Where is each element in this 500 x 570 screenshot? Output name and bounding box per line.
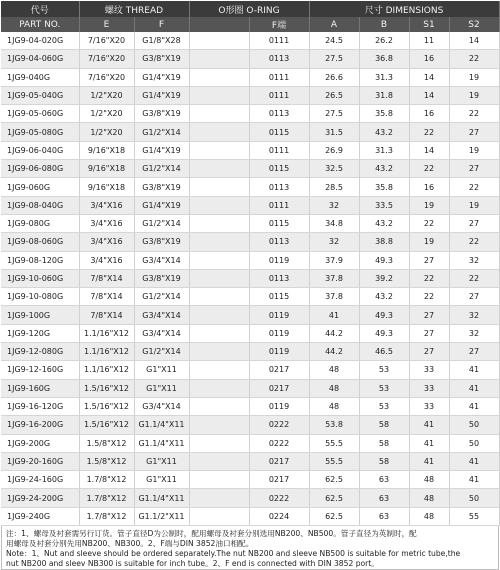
dim-s2-cell: 22 <box>449 269 499 287</box>
dim-s1-cell: 16 <box>409 178 449 196</box>
thread-e-cell: 3/4"X16 <box>79 251 134 269</box>
part-no-cell: 1JG9-240G <box>1 507 79 525</box>
oring-header: O形圈 O-RING <box>189 1 309 17</box>
table-row <box>1 233 499 251</box>
oring-blank-cell <box>189 288 249 306</box>
part-no-cell: 1JG9-04-060G <box>1 50 79 68</box>
thread-f-cell: G1"X11 <box>134 379 189 397</box>
dim-a-cell: 41 <box>309 306 359 324</box>
dim-a-cell: 26.6 <box>309 68 359 86</box>
dim-s2-cell: 27 <box>449 160 499 178</box>
part-no-cn-header: 代号 <box>1 1 79 17</box>
oring-f-end-cell: 0217 <box>249 452 309 470</box>
part-no-cell: 1JG9-04-020G <box>1 32 79 50</box>
dim-s2-cell: 32 <box>449 251 499 269</box>
part-no-cell: 1JG9-20-160G <box>1 452 79 470</box>
table-row <box>1 251 499 269</box>
part-no-cell: 1JG9-16-200G <box>1 416 79 434</box>
thread-f-cell: G1/4"X19 <box>134 86 189 104</box>
thread-f-cell: G3/4"X14 <box>134 251 189 269</box>
dim-b-cell: 58 <box>359 452 409 470</box>
dim-s2-cell: 41 <box>449 361 499 379</box>
table-row <box>1 68 499 86</box>
dim-b-cell: 31.8 <box>359 86 409 104</box>
part-no-cell: 1JG9-080G <box>1 214 79 232</box>
dim-b-cell: 49.3 <box>359 324 409 342</box>
oring-f-end-cell: 0115 <box>249 123 309 141</box>
note-line: 用螺母及衬套分别先用NB200、NB300。2、F端与DIN 3852油口相配。 <box>6 539 254 549</box>
oring-f-end-cell: 0111 <box>249 86 309 104</box>
dim-a-cell: 62.5 <box>309 507 359 525</box>
dim-a-cell: 26.5 <box>309 86 359 104</box>
dim-s1-cell: 41 <box>409 434 449 452</box>
thread-f-cell: G1.1/4"X11 <box>134 489 189 507</box>
dim-b-cell: 43.2 <box>359 160 409 178</box>
part-no-cell: 1JG9-200G <box>1 434 79 452</box>
table-row <box>1 32 499 50</box>
dim-s2-cell: 27 <box>449 343 499 361</box>
dim-b-cell: 43.2 <box>359 123 409 141</box>
dim-a-cell: 32.5 <box>309 160 359 178</box>
part-no-cell: 1JG9-12-080G <box>1 343 79 361</box>
dim-b-cell: 49.3 <box>359 251 409 269</box>
oring-blank-cell <box>189 178 249 196</box>
thread-f-cell: G1"X11 <box>134 471 189 489</box>
oring-f-end-cell: 0113 <box>249 233 309 251</box>
oring-f-end-cell: 0222 <box>249 489 309 507</box>
thread-f-cell: G1/4"X19 <box>134 196 189 214</box>
part-no-cell: 1JG9-10-080G <box>1 288 79 306</box>
dim-b-cell: 53 <box>359 397 409 415</box>
dim-s2-cell: 19 <box>449 196 499 214</box>
oring-f-end-cell: 0119 <box>249 306 309 324</box>
dim-a-cell: 28.5 <box>309 178 359 196</box>
note-line: 注：1、螺母及衬套需另行订货。管子直径D为公制时，配用螺母及衬套分别选用NB200、NB500。管子直径为英制时，配 <box>6 529 417 539</box>
dim-s2-cell: 27 <box>449 288 499 306</box>
dim-b-cell: 26.2 <box>359 32 409 50</box>
thread-f-cell: G3/8"X19 <box>134 269 189 287</box>
dim-a-cell: 48 <box>309 361 359 379</box>
oring-blank-cell <box>189 397 249 415</box>
thread-f-cell: G1/8"X28 <box>134 32 189 50</box>
oring-blank-cell <box>189 269 249 287</box>
part-no-cell: 1JG9-060G <box>1 178 79 196</box>
table-row <box>1 269 499 287</box>
dim-s2-cell: 19 <box>449 68 499 86</box>
oring-f-end-cell: 0217 <box>249 471 309 489</box>
dim-a-cell: 24.5 <box>309 32 359 50</box>
part-no-cell: 1JG9-05-080G <box>1 123 79 141</box>
table-row <box>1 452 499 470</box>
part-no-cell: 1JG9-05-060G <box>1 105 79 123</box>
part-no-cell: 1JG9-24-200G <box>1 489 79 507</box>
oring-blank-cell <box>189 123 249 141</box>
spec-table <box>1 1 500 526</box>
oring-blank-cell <box>189 32 249 50</box>
oring-blank-cell <box>189 379 249 397</box>
part-no-cell: 1JG9-06-040G <box>1 141 79 159</box>
thread-f-cell: G1.1/2"X11 <box>134 507 189 525</box>
dim-s1-cell: 48 <box>409 471 449 489</box>
oring-f-end-cell: 0111 <box>249 141 309 159</box>
dim-s1-cell: 14 <box>409 68 449 86</box>
dim-a-cell: 44.2 <box>309 343 359 361</box>
dim-s2-cell: 41 <box>449 452 499 470</box>
dim-s2-cell: 27 <box>449 123 499 141</box>
part-no-cell: 1JG9-24-160G <box>1 471 79 489</box>
dim-b-cell: 38.8 <box>359 233 409 251</box>
oring-blank-cell <box>189 471 249 489</box>
thread-e-cell: 3/4"X16 <box>79 233 134 251</box>
table-row <box>1 343 499 361</box>
dim-b-cell: 43.2 <box>359 288 409 306</box>
thread-e-cell: 1.5/16"X12 <box>79 397 134 415</box>
oring-blank-cell <box>189 68 249 86</box>
table-row <box>1 434 499 452</box>
dim-s1-cell: 27 <box>409 343 449 361</box>
thread-f-cell: G1/2"X14 <box>134 160 189 178</box>
dim-s1-cell: 48 <box>409 489 449 507</box>
dim-b-cell: 46.5 <box>359 343 409 361</box>
dim-b-cell: 53 <box>359 361 409 379</box>
dim-s2-cell: 22 <box>449 50 499 68</box>
oring-blank-cell <box>189 105 249 123</box>
dim-s1-cell: 16 <box>409 105 449 123</box>
part-no-cell: 1JG9-08-040G <box>1 196 79 214</box>
dim-s2-cell: 19 <box>449 141 499 159</box>
thread-e-cell: 1.1/16"X12 <box>79 361 134 379</box>
note-line: Note：1、Nut and sleeve should be ordered separately.The nut NB200 and sleeve NB500 is suitable for metric tube,the <box>6 549 461 559</box>
dim-s1-cell: 33 <box>409 397 449 415</box>
thread-f-cell: G1"X11 <box>134 452 189 470</box>
dim-a-cell: 32 <box>309 196 359 214</box>
thread-f-cell: G1/2"X14 <box>134 123 189 141</box>
dim-s1-cell: 11 <box>409 32 449 50</box>
part-no-cell: 1JG9-040G <box>1 68 79 86</box>
dim-s1-cell: 48 <box>409 507 449 525</box>
table-row <box>1 379 499 397</box>
table-row <box>1 507 499 525</box>
dim-a-cell: 37.8 <box>309 288 359 306</box>
oring-f-end-header: F端 <box>249 17 309 32</box>
thread-f-cell: G1.1/4"X11 <box>134 434 189 452</box>
oring-f-end-cell: 0113 <box>249 105 309 123</box>
dim-s2-cell: 41 <box>449 471 499 489</box>
thread-header: 螺纹 THREAD <box>79 1 189 17</box>
dim-s2-cell: 22 <box>449 178 499 196</box>
dim-s1-cell: 41 <box>409 452 449 470</box>
table-row <box>1 306 499 324</box>
oring-f-end-cell: 0119 <box>249 397 309 415</box>
thread-e-cell: 1.7/8"X12 <box>79 471 134 489</box>
dim-s2-cell: 55 <box>449 507 499 525</box>
thread-f-cell: G3/4"X14 <box>134 306 189 324</box>
part-no-cell: 1JG9-10-060G <box>1 269 79 287</box>
table-row <box>1 361 499 379</box>
dim-b-cell: 31.3 <box>359 141 409 159</box>
table-row <box>1 214 499 232</box>
oring-blank-cell <box>189 434 249 452</box>
oring-f-end-cell: 0217 <box>249 379 309 397</box>
oring-f-end-cell: 0111 <box>249 196 309 214</box>
dim-b-cell: 63 <box>359 489 409 507</box>
table-row <box>1 489 499 507</box>
oring-blank-cell <box>189 50 249 68</box>
thread-e-cell: 9/16"X18 <box>79 160 134 178</box>
dim-b-cell: 58 <box>359 416 409 434</box>
table-row <box>1 324 499 342</box>
dimensions-header: 尺寸 DIMENSIONS <box>309 1 499 17</box>
dim-b-cell: 58 <box>359 434 409 452</box>
oring-f-end-cell: 0119 <box>249 324 309 342</box>
dim-a-cell: 26.9 <box>309 141 359 159</box>
thread-e-cell: 1/2"X20 <box>79 105 134 123</box>
dim-b-cell: 36.8 <box>359 50 409 68</box>
oring-f-end-cell: 0119 <box>249 251 309 269</box>
dim-s2-cell: 32 <box>449 324 499 342</box>
thread-e-cell: 1.5/8"X12 <box>79 434 134 452</box>
oring-blank-cell <box>189 452 249 470</box>
table-row <box>1 416 499 434</box>
dim-s1-cell: 19 <box>409 196 449 214</box>
table-row <box>1 288 499 306</box>
thread-e-cell: 7/8"X14 <box>79 269 134 287</box>
table-row <box>1 196 499 214</box>
dim-s2-cell: 41 <box>449 397 499 415</box>
thread-e-header: E <box>79 17 134 32</box>
thread-e-cell: 7/16"X20 <box>79 50 134 68</box>
dim-a-cell: 55.5 <box>309 434 359 452</box>
oring-blank-header <box>189 17 249 32</box>
oring-blank-cell <box>189 507 249 525</box>
part-no-cell: 1JG9-16-120G <box>1 397 79 415</box>
thread-f-cell: G1.1/4"X11 <box>134 416 189 434</box>
table-row <box>1 160 499 178</box>
table-row <box>1 105 499 123</box>
dim-a-cell: 48 <box>309 379 359 397</box>
oring-blank-cell <box>189 489 249 507</box>
dim-b-cell: 53 <box>359 379 409 397</box>
oring-blank-cell <box>189 86 249 104</box>
table-row <box>1 471 499 489</box>
thread-f-cell: G3/8"X19 <box>134 233 189 251</box>
dim-s1-cell: 33 <box>409 379 449 397</box>
oring-f-end-cell: 0113 <box>249 269 309 287</box>
dim-s1-cell: 41 <box>409 416 449 434</box>
dim-s1-cell: 22 <box>409 288 449 306</box>
table-row <box>1 123 499 141</box>
header-row-2 <box>1 17 499 32</box>
dim-s1-cell: 22 <box>409 214 449 232</box>
notes <box>1 526 499 570</box>
dim-s1-cell: 22 <box>409 269 449 287</box>
dim-s1-cell: 33 <box>409 361 449 379</box>
thread-f-cell: G3/4"X14 <box>134 397 189 415</box>
oring-f-end-cell: 0222 <box>249 434 309 452</box>
oring-f-end-cell: 0224 <box>249 507 309 525</box>
dim-s1-cell: 22 <box>409 123 449 141</box>
oring-f-end-cell: 0222 <box>249 416 309 434</box>
oring-blank-cell <box>189 343 249 361</box>
part-no-cell: 1JG9-06-080G <box>1 160 79 178</box>
oring-blank-cell <box>189 160 249 178</box>
dim-s2-cell: 22 <box>449 233 499 251</box>
thread-e-cell: 1.1/16"X12 <box>79 324 134 342</box>
oring-blank-cell <box>189 196 249 214</box>
oring-blank-cell <box>189 251 249 269</box>
thread-f-cell: G3/8"X19 <box>134 50 189 68</box>
dim-a-cell: 27.5 <box>309 50 359 68</box>
dim-a-cell: 34.8 <box>309 214 359 232</box>
thread-e-cell: 1.7/8"X12 <box>79 507 134 525</box>
oring-blank-cell <box>189 324 249 342</box>
thread-f-cell: G1/2"X14 <box>134 214 189 232</box>
dim-s2-cell: 22 <box>449 105 499 123</box>
oring-f-end-cell: 0113 <box>249 178 309 196</box>
oring-blank-cell <box>189 361 249 379</box>
thread-e-cell: 7/8"X14 <box>79 288 134 306</box>
dim-a-cell: 55.5 <box>309 452 359 470</box>
dim-s1-cell: 19 <box>409 233 449 251</box>
part-no-cell: 1JG9-100G <box>1 306 79 324</box>
dim-s1-cell: 27 <box>409 306 449 324</box>
oring-f-end-cell: 0115 <box>249 288 309 306</box>
table-row <box>1 50 499 68</box>
dim-s2-cell: 27 <box>449 214 499 232</box>
dim-s2-cell: 50 <box>449 489 499 507</box>
table-row <box>1 86 499 104</box>
dim-a-cell: 31.5 <box>309 123 359 141</box>
dim-s1-cell: 16 <box>409 50 449 68</box>
oring-blank-cell <box>189 306 249 324</box>
dim-s1-cell: 22 <box>409 160 449 178</box>
spec-table-container <box>1 1 499 570</box>
oring-f-end-cell: 0115 <box>249 160 309 178</box>
dim-b-cell: 63 <box>359 507 409 525</box>
dim-b-cell: 31.3 <box>359 68 409 86</box>
dim-a-cell: 37.9 <box>309 251 359 269</box>
dim-a-cell: 27.5 <box>309 105 359 123</box>
thread-e-cell: 1/2"X20 <box>79 123 134 141</box>
dim-s2-cell: 32 <box>449 306 499 324</box>
dim-s2-header: S2 <box>449 17 499 32</box>
dim-b-cell: 39.2 <box>359 269 409 287</box>
part-no-cell: 1JG9-08-060G <box>1 233 79 251</box>
oring-f-end-cell: 0119 <box>249 343 309 361</box>
thread-f-cell: G3/8"X19 <box>134 105 189 123</box>
dim-a-cell: 44.2 <box>309 324 359 342</box>
oring-blank-cell <box>189 141 249 159</box>
oring-f-end-cell: 0111 <box>249 32 309 50</box>
oring-blank-cell <box>189 416 249 434</box>
thread-e-cell: 1/2"X20 <box>79 86 134 104</box>
dim-s1-cell: 14 <box>409 141 449 159</box>
thread-e-cell: 1.5/16"X12 <box>79 379 134 397</box>
thread-f-cell: G1/4"X19 <box>134 141 189 159</box>
thread-e-cell: 7/16"X20 <box>79 68 134 86</box>
dim-b-cell: 43.2 <box>359 214 409 232</box>
part-no-cell: 1JG9-160G <box>1 379 79 397</box>
oring-f-end-cell: 0217 <box>249 361 309 379</box>
dim-b-cell: 35.8 <box>359 178 409 196</box>
dim-b-header: B <box>359 17 409 32</box>
spec-table-body <box>1 32 499 526</box>
part-no-cell: 1JG9-05-040G <box>1 86 79 104</box>
thread-f-cell: G3/8"X19 <box>134 178 189 196</box>
dim-b-cell: 33.5 <box>359 196 409 214</box>
dim-s2-cell: 19 <box>449 86 499 104</box>
oring-blank-cell <box>189 214 249 232</box>
thread-e-cell: 7/16"X20 <box>79 32 134 50</box>
dim-s1-header: S1 <box>409 17 449 32</box>
thread-e-cell: 9/16"X18 <box>79 178 134 196</box>
dim-a-cell: 62.5 <box>309 471 359 489</box>
dim-a-header: A <box>309 17 359 32</box>
thread-e-cell: 1.1/16"X12 <box>79 343 134 361</box>
part-no-cell: 1JG9-12-160G <box>1 361 79 379</box>
thread-e-cell: 1.5/8"X12 <box>79 452 134 470</box>
thread-f-cell: G1/2"X14 <box>134 288 189 306</box>
dim-a-cell: 48 <box>309 397 359 415</box>
dim-a-cell: 37.8 <box>309 269 359 287</box>
thread-e-cell: 1.5/16"X12 <box>79 416 134 434</box>
dim-s2-cell: 50 <box>449 416 499 434</box>
oring-f-end-cell: 0115 <box>249 214 309 232</box>
thread-e-cell: 7/8"X14 <box>79 306 134 324</box>
dim-a-cell: 32 <box>309 233 359 251</box>
thread-e-cell: 3/4"X16 <box>79 214 134 232</box>
dim-s1-cell: 27 <box>409 324 449 342</box>
thread-e-cell: 3/4"X16 <box>79 196 134 214</box>
thread-e-cell: 9/16"X18 <box>79 141 134 159</box>
dim-b-cell: 49.3 <box>359 306 409 324</box>
dim-s2-cell: 41 <box>449 379 499 397</box>
dim-a-cell: 53.8 <box>309 416 359 434</box>
dim-b-cell: 63 <box>359 471 409 489</box>
oring-f-end-cell: 0113 <box>249 50 309 68</box>
table-row <box>1 141 499 159</box>
header-row-1 <box>1 1 499 17</box>
dim-s2-cell: 50 <box>449 434 499 452</box>
part-no-cell: 1JG9-08-120G <box>1 251 79 269</box>
thread-f-cell: G1/4"X19 <box>134 68 189 86</box>
note-line: nut NB200 and sleev NB300 is suitable for inch tube。2、F end is connected with DIN 3852 port。 <box>6 559 379 569</box>
oring-blank-cell <box>189 233 249 251</box>
thread-e-cell: 1.7/8"X12 <box>79 489 134 507</box>
table-row <box>1 397 499 415</box>
part-no-cell: 1JG9-120G <box>1 324 79 342</box>
thread-f-header: F <box>134 17 189 32</box>
dim-a-cell: 62.5 <box>309 489 359 507</box>
dim-b-cell: 35.8 <box>359 105 409 123</box>
dim-s2-cell: 14 <box>449 32 499 50</box>
thread-f-cell: G1"X11 <box>134 361 189 379</box>
thread-f-cell: G1/2"X14 <box>134 343 189 361</box>
part-no-header: PART NO. <box>1 17 79 32</box>
oring-f-end-cell: 0111 <box>249 68 309 86</box>
thread-f-cell: G3/4"X14 <box>134 324 189 342</box>
table-row <box>1 178 499 196</box>
dim-s1-cell: 27 <box>409 251 449 269</box>
dim-s1-cell: 14 <box>409 86 449 104</box>
